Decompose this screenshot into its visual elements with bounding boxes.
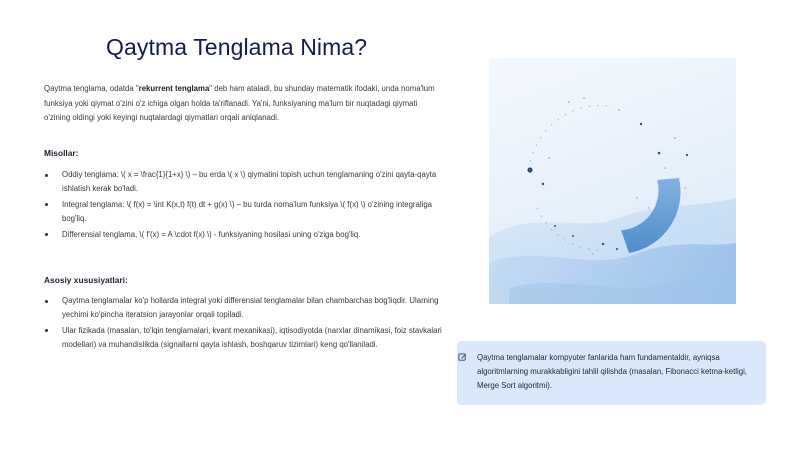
note-text: Qaytma tenglamalar kompyuter fanlarida ham fundamentaldir, ayniqsa algoritmlarning murakkabligini tahlil qilishda (masalan, Fibonacci ketma-ketligi, Merge Sort algoritmi). — [477, 353, 747, 391]
illustration-image — [489, 58, 736, 304]
list-item: Differensial tenglama, \( f'(x) = A \cdot f(x) \) - funksiyaning hosilasi uning o'ziga bog'liq. — [44, 228, 444, 242]
slide-title: Qaytma Tenglama Nima? — [106, 34, 368, 60]
list-item: Qaytma tenglamalar ko'p hollarda integral yoki differensial tenglamalar bilan chambarchas bog'liqdir. Ularning yechimi ko'pincha iteratsion jarayonlar orqali topiladi. — [44, 294, 444, 323]
intro-text-before: Qaytma tenglama, odatda " — [44, 84, 139, 93]
examples-list — [44, 168, 444, 243]
list-item: Oddiy tenglama: \( x = \frac{1}{1+x} \) – bu erda \( x \) qiymatini topish uchun tenglamaning o'zini qayta-qayta ishlatish kerak bo'ladi. — [44, 168, 444, 197]
intro-text-after: " deb ham ataladi, bu shunday matematik ifodaki, unda noma'lum funksiya yoki qiymat o'zini o'z ichiga olgan holda ta'riflanadi. Ya'ni, funksiyaning ma'lum bir nuqtadagi qiymati o'zining oldingi yoki keyingi nuqtalardagi qiymatlari orqali aniqlanadi. — [44, 84, 435, 123]
list-item: Integral tenglama: \( f(x) = \int K(x,t) f(t) dt + g(x) \) – bu turda noma'lum funksiya \( f(x) \) o'zining integraliga bog'liq. — [44, 198, 444, 227]
note-card — [457, 341, 766, 405]
intro-paragraph — [44, 82, 436, 126]
features-heading: Asosiy xususiyatlari: — [44, 275, 128, 285]
examples-heading: Misollar: — [44, 148, 79, 158]
intro-bold-term: rekurrent tenglama — [138, 84, 210, 93]
features-list — [44, 294, 444, 354]
note-edit-icon — [458, 353, 467, 362]
list-item: Ular fizikada (masalan, to'lqin tenglamalari, kvant mexanikasi), iqtisodiyotda (narxlar dinamikasi, foiz stavkalari modellari) va muhandislikda (signallarni qayta ishlash, boshqaruv tizimlari) keng qo'llaniladi. — [44, 324, 444, 353]
